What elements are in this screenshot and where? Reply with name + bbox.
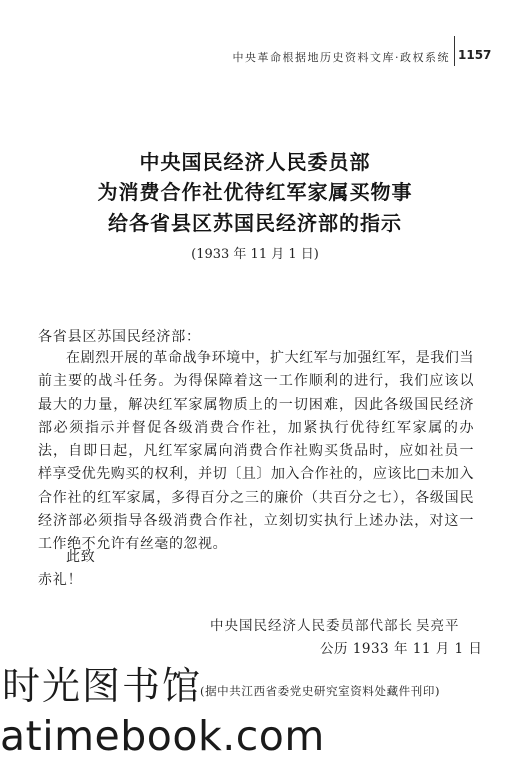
body-paragraph: 在剧烈开展的革命战争环境中，扩大红军与加强红军，是我们当前主要的战斗任务。为得保障着这一工作顺利的进行，我们应该以最大的力量，解决红军家属物质上的一切困难，因此各级国民经济部必须指示并督促各级消费合作社，加紧执行优待红军家属的办法，自即日起，凡红军家属向消费合作社购买货品时，应如社员一样享受优先购买的权利，并切〔且〕加入合作社的，应该比□未加入合作社的红军家属，多得百分之三的廉价（共百分之七），各级国民经济部必须指导各级消费合作社，立刻切实执行上述办法，对这一工作绝不允许有丝毫的忽视。	[38, 350, 474, 553]
closing-cizhi: 此致	[66, 549, 96, 565]
title-line-3: 给各省县区苏国民经济部的指示	[108, 211, 402, 235]
watermark-chinese: 时光图书馆	[2, 664, 203, 708]
watermark-url: atimebook.com	[0, 712, 325, 760]
title-line-1: 中央国民经济人民委员部	[139, 150, 371, 174]
signature-date: 公历 1933 年 11 月 1 日	[320, 641, 483, 657]
title-line-2: 为消费合作社优待红军家属买物事	[97, 180, 413, 204]
source-note: (据中共江西省委党史研究室资料处藏件刊印)	[200, 684, 441, 698]
document-date: (1933 年 11 月 1 日)	[191, 247, 319, 262]
page-number: 1157	[458, 48, 492, 62]
closing-chili: 赤礼！	[38, 572, 83, 588]
header-divider	[454, 36, 455, 66]
signer-title: 中央国民经济人民委员部代部长	[210, 618, 413, 634]
signer-name: 吴亮平	[416, 618, 460, 634]
salutation: 各省县区苏国民经济部：	[38, 329, 201, 345]
running-header: 中央革命根据地历史资料文库·政权系统	[232, 51, 450, 64]
